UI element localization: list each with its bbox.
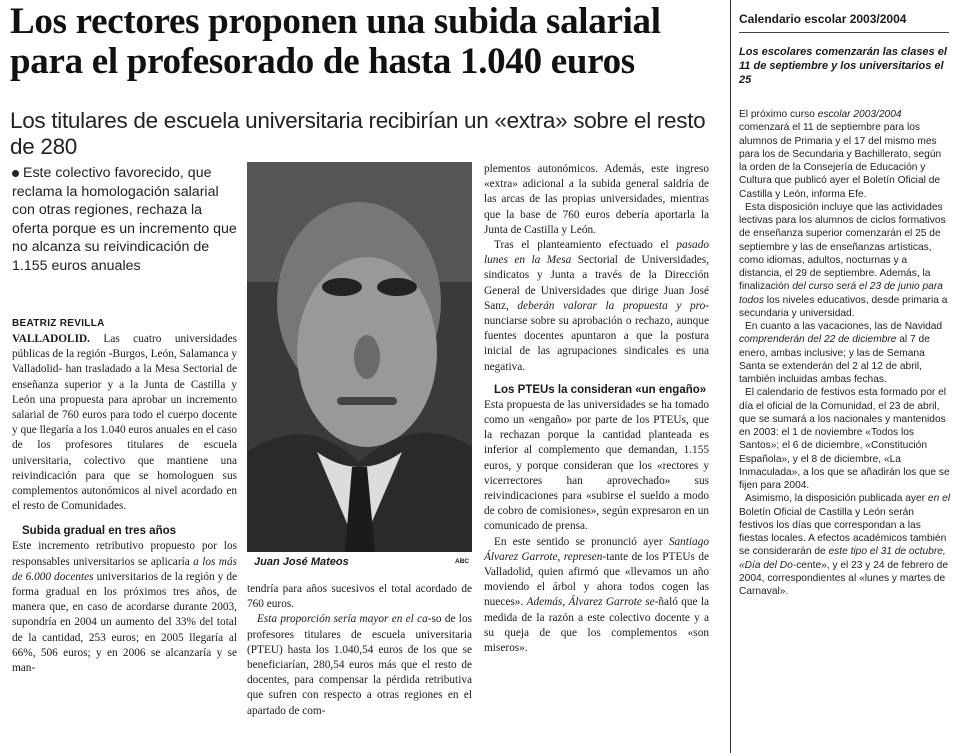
column-2 [247, 582, 472, 719]
column-1 [12, 332, 237, 676]
sidebar-title: Calendario escolar 2003/2004 [739, 12, 907, 26]
sidebar-body [739, 108, 951, 598]
col1-subtitle: Subida gradual en tres años [22, 525, 177, 538]
portrait-image [247, 162, 472, 552]
subheadline: Los titulares de escuela universitaria recibirían un «extra» sobre el resto de 280 [10, 108, 706, 159]
col2-paragraph-1: tendría para años sucesivos el total acordado de 760 euros. [247, 583, 472, 611]
photo-caption: Juan José Mateos [254, 556, 349, 568]
col3-paragraph-4: En este sentido se pronunció ayer Santiago Álvarez Garrote, represen-tante de los PTEUs de Valladolid, quien afirmó que «llevamos un año moviendo el árbol y ahora todos cogen las nueces». Además, Álvarez Garrote se-ñaló que la medida de la razón a este colectivo docente y a su queja de que los complementos «son miseros». [484, 535, 709, 655]
byline: BEATRIZ REVILLA [12, 318, 105, 329]
sidebar-divider [739, 32, 949, 33]
photo-credit: ABC [455, 558, 470, 565]
sidebar-paragraph-1: El próximo curso escolar 2003/2004 comenzará el 11 de septiembre para los alumnos de Primaria y el 17 del mismo mes para los de Secundaria y Bachillerato, según la orden de la Consejería de Educación y Cultura que publicó ayer el Boletín Oficial de Castilla y León, informa Efe. [739, 109, 942, 200]
bullet-icon [12, 170, 19, 177]
col3-paragraph-2: Tras el planteamiento efectuado el pasado lunes en la Mesa Sectorial de Universidades, sindicatos y Junta a través de la Dirección General de Universidades que dirige Juan José Sanz, deberán valorar la propuesta y pro-nunciarse sobre su aprobación o rechazo, aunque fuentes docentes apuntaron a que la postura inicial de las agrupaciones sindicales es una negativa. [484, 239, 709, 373]
sidebar-paragraph-5: Asimismo, la disposición publicada ayer en el Boletín Oficial de Castilla y León serán festivos los días que correspondan a las fiestas locales. A efectos académicos también se considerarán de este tipo el 31 de octubre, «Día del Do-cente», y el 23 y 24 de febrero de 2004, correspondientes al «lunes y martes de Carnaval». [739, 493, 950, 597]
column-3 [484, 162, 709, 656]
sidebar-calendar [730, 0, 953, 753]
col3-subtitle: Los PTEUs la consideran «un engaño» [494, 383, 707, 396]
col3-paragraph-3: Esta propuesta de las universidades se ha tomado como un «engaño» por parte de los PTEUs, que la rechazan porque la cantidad planteada es inferior al complemento que demandan, 1.155 euros, y porque consideran que los «rectores y vicerrectores han aprovechado» sus reivindicaciones para «subirse el sueldo a modo de cobro de comisiones», según expresaron en un comunicado de prensa. [484, 398, 709, 533]
col1-paragraph-2: Este incremento retributivo propuesto por los responsables universitarios se aplicaría a los más de 6.000 docentes universitarios de la región y de forma gradual en los próximos tres años, de manera que, en caso de acordarse durante 2003, supondría en 2004 un aumento del 33% del total de la cantidad, 253 euros; en 2005 llegaría al 66%, 506 euros; y en 2006 se alcanzaría y se man- [12, 540, 238, 675]
dateline: VALLADOLID. [12, 333, 90, 345]
col2-paragraph-2: Esta proporción sería mayor en el ca-so de los profesores titulares de escuela universitaria (PTEU) hasta los 1.040,54 euros de los que se beneficiarían, 280,54 euros más que el resto de docentes, para compensar la pérdida retributiva que sufren con respecto a otras regiones en el apartado de com- [247, 613, 472, 717]
sidebar-paragraph-3: En cuanto a las vacaciones, las de Navidad comprenderán del 22 de diciembre al 7 de enero, ambas inclusive; y las de Semana Santa se extenderán del 2 al 12 de abril, también incluidas ambas fechas. [739, 321, 943, 385]
col3-paragraph-1: plementos autonómicos. Además, este ingreso «extra» adicional a la subida general saldría de las arcas de las propias universidades, mientras que la base de 760 euros debería aportarla la Junta de Castilla y León. [484, 163, 709, 236]
sidebar-paragraph-4: El calendario de festivos esta formado por el día el oficial de la Comunidad, el 23 de abril, que se sumará a los nacionales y mantenidos en 2003: el 1 de noviembre «Todos los Santos»; el 6 de diciembre, «Constitución Española», y el 8 de diciembre, «La Inmaculada», a los que se añadirán los que se fijen para 2004. [739, 387, 950, 491]
headline: Los rectores proponen una subida salarial para el profesorado de hasta 1.040 euros [10, 1, 661, 82]
col1-paragraph-1: VALLADOLID. Las cuatro universidades públicas de la región -Burgos, León, Salamanca y Valladolid- han trasladado a la Mesa Sectorial de enseñanza superior y a la Junta de Castilla y León una propuesta para aprobar un incremento salarial de 760 euros para todo el cuerpo docente y que llegaría a los 1.040 euros anuales en el caso de los profesores titulares de escuela universitaria, colectivo que mantiene una reivindicación para que se homologuen sus complementos autonómicos al nivel acordado en el resto de Comunidades. [12, 333, 237, 513]
portrait-photo [247, 162, 472, 552]
sidebar-lead: Los escolares comenzarán las clases el 11 de septiembre y los universitarios el 25 [739, 46, 947, 86]
summary-box [12, 164, 237, 275]
sidebar-paragraph-2: Esta disposición incluye que las actividades lectivas para los alumnos de ciclos formativos de enseñanza superior comenzarán el 25 de septiembre y las de enseñanzas artísticas, como idiomas, adultos, nocturnas y a distancia, el 29 de septiembre. Además, la finalización del curso será el 23 de junio para todos los niveles educativos, desde primaria a secundaria y universidad. [739, 201, 948, 319]
summary-text: Este colectivo favorecido, que reclama la homologación salarial con otras regiones, rechaza la oferta porque es un incremento que no alcanza su reivindicación de 1.155 euros anuales [12, 165, 237, 274]
